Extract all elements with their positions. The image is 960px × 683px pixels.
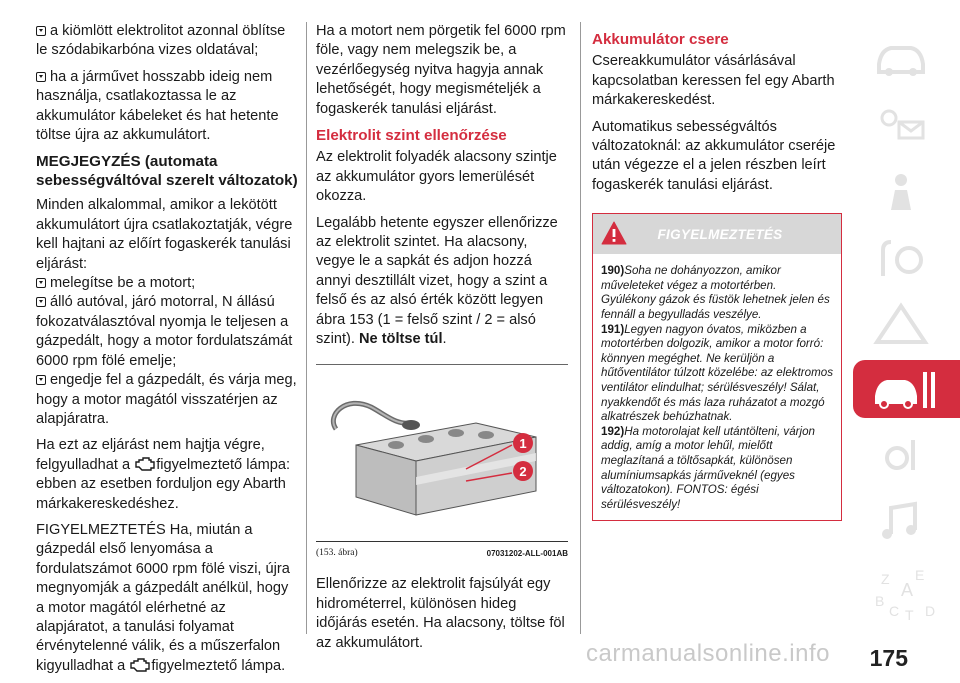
index-letter: E	[915, 567, 925, 583]
column-left	[36, 22, 298, 683]
warning-item	[601, 323, 833, 425]
section-heading: Elektrolit szint ellenőrzése	[316, 127, 507, 145]
warning-header	[593, 214, 841, 254]
index-letter: D	[925, 603, 936, 619]
bullet-item	[36, 293, 298, 371]
bullet-text: engedje fel a gázpedált, és várja meg, hogy a motor magától visszatérjen az alapjáratra.	[36, 372, 297, 427]
column-right	[592, 22, 842, 521]
tab-emergency[interactable]	[853, 294, 960, 352]
tab-lights[interactable]	[853, 96, 960, 154]
warning-number: 190)	[601, 264, 625, 278]
alphabet-index-icon	[871, 566, 941, 624]
paragraph: Ha a motort nem pörgetik fel 6000 rpm föle, vagy nem melegszik be, a vezérlőegység nyitva hagyja annak lehetőségét, hogy megismételjék a fogaskerék tanulási eljárást.	[316, 23, 566, 117]
paragraph	[36, 436, 298, 514]
bullet-icon	[36, 72, 46, 82]
music-note-icon	[871, 500, 931, 544]
paragraph: Az elektrolit folyadék alacsony szintje az akkumulátor gyors lemerülését okozza.	[316, 149, 557, 205]
tab-driving[interactable]	[853, 228, 960, 286]
paragraph	[316, 214, 568, 350]
warning-title: FIGYELMEZTETÉS	[657, 226, 783, 242]
paragraph	[36, 521, 298, 676]
bullet-icon	[36, 278, 46, 288]
seatbelt-icon	[871, 170, 931, 214]
paragraph: Automatikus sebességváltós változatoknál: az akkumulátor cseréje után végezze el a jelen részben leírt fogaskerék tanulási eljárást.	[592, 118, 836, 193]
warning-item	[601, 425, 833, 513]
text: figyelmeztető lámpa: ebben az esetben forduljon egy Abarth márkakereskedéshez.	[36, 456, 291, 512]
car-dashboard-icon	[871, 38, 931, 82]
figure-caption	[316, 541, 568, 563]
warning-text: Soha ne dohányozzon, amikor műveleteket végez a motortérben. Gyúlékony gázok és füstök lehetnek jelen és fennáll a begyulladás veszélye.	[601, 264, 830, 322]
battery-figure	[316, 364, 568, 564]
warning-text: Legyen nagyon óvatos, miközben a motortérben dolgozik, amikor a motor forró: könnyen megéghet. Ne kerüljön a hűtőventilátor túlzott közelébe: az elektromos ventilátor elindulhat; sérülésveszély! Sálat, nyakkendőt és más laza ruházatot a mozgó alkatrészek behúzhatnak.	[601, 322, 833, 424]
section-heading: Akkumulátor csere	[592, 31, 729, 48]
text: .	[442, 331, 447, 348]
tab-safety[interactable]	[853, 162, 960, 220]
warning-triangle-icon	[601, 221, 627, 245]
bullet-icon	[36, 375, 46, 385]
tab-dashboard[interactable]	[853, 30, 960, 88]
column-middle	[316, 22, 568, 660]
bullet-text: ha a járművet hosszabb ideig nem használja, csatlakoztassa le az akkumulátor kábeleket és hat hetente töltse újra az akkumulátort.	[36, 68, 279, 144]
battery-cap	[388, 441, 404, 449]
light-mail-icon	[871, 104, 931, 148]
paragraph: Csereakkumulátor vásárlásával kapcsolatban keressen fel egy Abarth márkakereskedést.	[592, 53, 835, 109]
bullet-text: álló autóval, járó motorral, N állású fokozatválasztóval nyomja le teljesen a gázpedált, hogy a motor fordulatszámát 6000 rpm fölé emelje;	[36, 294, 293, 369]
index-letter: A	[901, 580, 914, 600]
steering-icon	[871, 236, 931, 280]
warning-number: 191)	[601, 322, 625, 336]
text: FIGYELMEZTETÉS Ha, miután a gázpedál első lenyomása a fordulatszámot 6000 rpm fölé viszi, újra megnyomják a gázpedált anélkül, hogy a motor magától elérhetné az alapjáratot, a tanulási folyamat érvénytelenné válik, és a műszerfalon kigyulladhat a	[36, 521, 290, 674]
text: figyelmeztető lámpa.	[151, 657, 286, 674]
watermark: carmanualsonline.info	[586, 640, 830, 667]
paragraph: Minden alkalommal, amikor a lekötött akkumulátort újra csatlakoztatják, végre kell hajtani az előírt fogaskerék tanulási eljárást:	[36, 197, 293, 272]
car-wrench-icon	[871, 368, 941, 412]
text: Legalább hetente egyszer ellenőrizze az elektrolit szintet. Ha alacsony, vegye le a sapkát és adjon hozzá annyi desztillált vizet, hogy a szint a felső és az alsó érték között legyen ábra 153 (1 = felső szint / 2 = alsó szint).	[316, 214, 558, 348]
warning-number: 192)	[601, 424, 625, 438]
column-divider	[306, 22, 307, 634]
index-letter: C	[889, 603, 900, 619]
bullet-icon	[36, 297, 46, 307]
index-letter: B	[875, 593, 885, 609]
chapter-sidebar	[853, 30, 960, 645]
gear-data-icon	[871, 434, 931, 478]
tab-index[interactable]	[853, 558, 960, 623]
index-letter: Z	[881, 571, 890, 587]
warning-item	[601, 264, 833, 322]
warning-body	[593, 254, 841, 520]
tab-multimedia[interactable]	[853, 492, 960, 550]
bullet-icon	[36, 26, 46, 36]
callout-2-label: 2	[519, 463, 527, 479]
bold-text: Ne töltse túl	[358, 331, 443, 348]
warning-box	[592, 213, 842, 521]
emergency-triangle-icon	[871, 302, 931, 346]
bullet-text: melegítse be a motort;	[50, 275, 196, 292]
battery-cap	[478, 431, 494, 439]
text: Ha ezt az eljárást nem hajtja végre, felgyulladhat a	[36, 437, 265, 473]
battery-cap	[448, 429, 464, 437]
tab-maintenance[interactable]	[853, 360, 960, 418]
bullet-item	[36, 68, 298, 146]
note-heading: MEGJEGYZÉS (automata sebességváltóval szerelt változatok)	[36, 153, 298, 190]
tab-specs[interactable]	[853, 426, 960, 484]
battery-terminal	[402, 420, 420, 430]
bullet-item	[36, 274, 298, 293]
paragraph: Ellenőrizze az elektrolit fajsúlyát egy hidrométerrel, különösen hideg időjárás esetén. Ha alacsony, töltse föl az akkumulátort.	[316, 576, 565, 651]
index-letter: T	[905, 607, 914, 623]
engine-warning-icon	[129, 658, 151, 672]
warning-text: Ha motorolajat kell utántölteni, várjon addig, amíg a motor lehűl, mielőtt meglazítaná a töltősapkát, különösen alumíniumsapkás járműveknél (egyes változatokon). FONTOS: égési sérülésveszély!	[601, 424, 815, 511]
battery-cap	[418, 435, 434, 443]
column-divider	[580, 22, 581, 634]
callout-1-label: 1	[519, 435, 527, 451]
bullet-item	[36, 371, 298, 429]
page-number: 175	[869, 645, 908, 671]
battery-illustration	[316, 365, 568, 535]
figure-number: (153. ábra)	[316, 547, 358, 558]
engine-warning-icon	[134, 457, 156, 471]
figure-code: 07031202-ALL-001AB	[486, 548, 568, 558]
bullet-text: a kiömlött elektrolitot azonnal öblítse le szódabikarbóna vizes oldatával;	[36, 23, 286, 59]
bullet-item	[36, 22, 298, 61]
